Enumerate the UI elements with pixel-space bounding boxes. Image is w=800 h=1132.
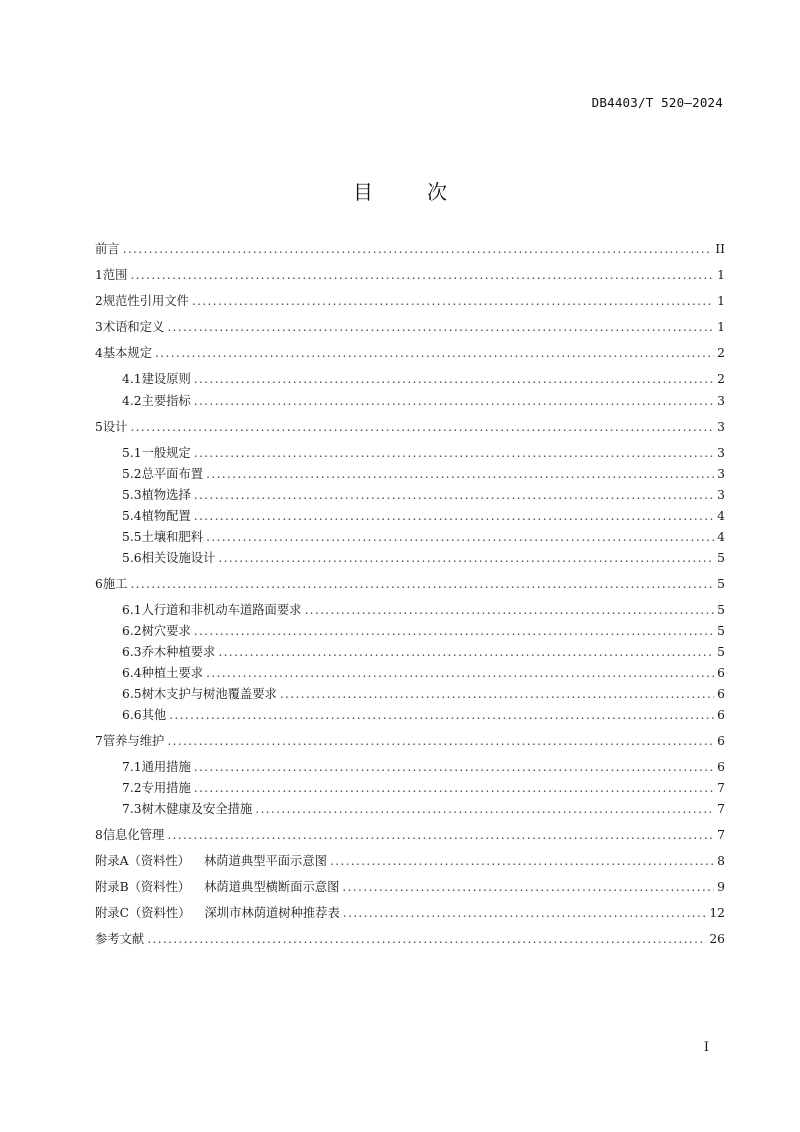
toc-entry[interactable] (95, 575, 725, 593)
toc-entry[interactable] (95, 418, 725, 436)
toc-entry[interactable] (122, 528, 725, 546)
toc-entry[interactable] (122, 622, 725, 640)
toc-entry-page: 7 (717, 781, 725, 795)
toc-entry[interactable] (122, 507, 725, 525)
dot-leader (194, 486, 714, 504)
toc-entry[interactable] (95, 292, 725, 310)
toc-entry[interactable] (95, 852, 725, 870)
toc-entry-page: 12 (709, 906, 725, 920)
toc-entry[interactable] (95, 826, 725, 844)
toc-entry-number: 5.1 (122, 446, 142, 460)
toc-entry[interactable] (122, 444, 725, 462)
dot-leader (194, 507, 714, 525)
toc-entry-label: 林荫道典型横断面示意图 (204, 880, 340, 894)
toc-entry[interactable] (95, 904, 725, 922)
toc-entry-label: 信息化管理 (102, 828, 165, 842)
dot-leader (304, 601, 714, 619)
toc-entry-page: 6 (717, 708, 725, 722)
toc-entry-page: 3 (717, 446, 725, 460)
toc-entry[interactable] (95, 266, 725, 284)
dot-leader (147, 930, 706, 948)
toc-entry-page: 5 (717, 603, 725, 617)
dot-leader (194, 758, 714, 776)
toc-entry-label: 总平面布置 (141, 467, 204, 481)
dot-leader (218, 643, 714, 661)
dot-leader (206, 465, 714, 483)
toc-entry-page: 1 (717, 268, 725, 282)
dot-leader (194, 392, 714, 410)
toc-entry-number: 7.3 (122, 802, 142, 816)
dot-leader (167, 732, 714, 750)
dot-leader (194, 444, 714, 462)
toc-entry-number: 5.2 (122, 467, 142, 481)
toc-entry-number: 3 (95, 320, 103, 334)
toc-entry-page: 26 (709, 932, 725, 946)
toc-entry-page: 2 (717, 346, 725, 360)
toc-entry-page: 2 (717, 372, 725, 386)
toc-entry-label: 参考文献 (95, 932, 145, 946)
toc-entry-page: 8 (717, 854, 725, 868)
toc-entry-number: 附录B（资料性） (95, 880, 191, 894)
toc-entry-number: 1 (95, 268, 103, 282)
toc-entry-label: 树木健康及安全措施 (141, 802, 253, 816)
toc-entry-page: 9 (717, 880, 725, 894)
dot-leader (194, 779, 714, 797)
toc-entry[interactable] (95, 930, 725, 948)
toc-entry-label: 相关设施设计 (141, 551, 216, 565)
dot-leader (155, 344, 714, 362)
dot-leader (206, 664, 714, 682)
dot-leader (206, 528, 714, 546)
toc-entry-label: 植物配置 (141, 509, 191, 523)
toc-entry-page: 5 (717, 645, 725, 659)
toc-entry-label: 土壤和肥料 (141, 530, 204, 544)
toc-entry-label: 一般规定 (141, 446, 191, 460)
toc-entry-number: 4.1 (122, 372, 142, 386)
toc-entry-label: 林荫道典型平面示意图 (203, 854, 327, 868)
toc-entry-number: 5.5 (122, 530, 142, 544)
page-title (0, 176, 800, 205)
toc-entry[interactable] (122, 800, 725, 818)
toc-entry-page: 3 (717, 394, 725, 408)
toc-entry-label: 专用措施 (141, 781, 191, 795)
toc-entry[interactable] (122, 706, 725, 724)
dot-leader (167, 826, 714, 844)
toc-entry[interactable] (122, 370, 725, 388)
toc-entry-label: 建设原则 (141, 372, 191, 386)
toc-entry[interactable] (95, 344, 725, 362)
toc-entry-number: 4 (95, 346, 103, 360)
toc-entry-number: 7 (95, 734, 103, 748)
dot-leader (342, 878, 714, 896)
toc-entry-number: 7.2 (122, 781, 142, 795)
toc-entry[interactable] (95, 878, 725, 896)
page-number: I (703, 1040, 709, 1055)
standard-code: DB4403/T 520—2024 (591, 95, 723, 110)
toc-entry-number: 7.1 (122, 760, 142, 774)
toc-entry-label: 其他 (141, 708, 167, 722)
toc-entry-page: 6 (717, 666, 725, 680)
toc-entry-page: 3 (717, 467, 725, 481)
toc-entry[interactable] (122, 549, 725, 567)
toc-entry[interactable] (122, 392, 725, 410)
toc-entry-label: 树穴要求 (141, 624, 191, 638)
toc-entry-page: 7 (717, 828, 725, 842)
toc-entry[interactable] (122, 601, 725, 619)
toc-entry[interactable] (95, 318, 725, 336)
toc-entry[interactable] (122, 685, 725, 703)
toc-entry-number: 附录C（资料性） (95, 906, 191, 920)
toc-entry[interactable] (95, 732, 725, 750)
toc-entry-page: II (715, 242, 725, 256)
toc-entry-label: 规范性引用文件 (102, 294, 189, 308)
toc-entry-number: 6.1 (122, 603, 142, 617)
toc-entry-label: 施工 (102, 577, 128, 591)
toc-entry-number: 6 (95, 577, 103, 591)
toc-entry-page: 7 (717, 802, 725, 816)
toc-entry-label: 通用措施 (141, 760, 191, 774)
toc-entry-number: 4.2 (122, 394, 142, 408)
toc-entry-page: 4 (717, 509, 725, 523)
toc-entry-number: 5.4 (122, 509, 142, 523)
toc-entry-label: 植物选择 (141, 488, 191, 502)
toc-entry-page: 6 (717, 687, 725, 701)
toc-entry-number: 附录A（资料性） (95, 854, 190, 868)
title-char-2: 次 (427, 180, 447, 204)
toc-entry[interactable] (122, 758, 725, 776)
dot-leader (255, 800, 714, 818)
title-char-1: 目 (353, 180, 373, 204)
toc-entry-label: 基本规定 (102, 346, 153, 360)
toc-entry-label: 前言 (95, 242, 120, 256)
toc-entry[interactable] (95, 240, 725, 258)
toc-entry-number: 5.3 (122, 488, 142, 502)
toc-entry[interactable] (122, 664, 725, 682)
toc-entry-label: 范围 (102, 268, 128, 282)
dot-leader (218, 549, 714, 567)
toc-entry-number: 5.6 (122, 551, 142, 565)
toc-entry-page: 5 (717, 577, 725, 591)
dot-leader (280, 685, 714, 703)
toc-entry-label: 管养与维护 (102, 734, 165, 748)
toc-entry-label: 深圳市林荫道树种推荐表 (204, 906, 340, 920)
toc-entry-page: 3 (717, 420, 725, 434)
toc-entry-label: 乔木种植要求 (141, 645, 216, 659)
toc-entry[interactable] (122, 465, 725, 483)
toc-entry-page: 5 (717, 624, 725, 638)
toc-entry-label: 设计 (102, 420, 128, 434)
dot-leader (130, 418, 714, 436)
toc-entry-page: 3 (717, 488, 725, 502)
dot-leader (330, 852, 714, 870)
dot-leader (343, 904, 707, 922)
toc-entry-number: 2 (95, 294, 103, 308)
toc-entry-number: 6.4 (122, 666, 142, 680)
dot-leader (130, 266, 714, 284)
dot-leader (194, 622, 714, 640)
toc-entry-page: 1 (717, 294, 725, 308)
toc-entry-page: 4 (717, 530, 725, 544)
toc-entry-label: 树木支护与树池覆盖要求 (141, 687, 277, 701)
toc-entry-number: 6.6 (122, 708, 142, 722)
dot-leader (167, 318, 714, 336)
toc-entry[interactable] (122, 486, 725, 504)
toc-entry-number: 5 (95, 420, 103, 434)
toc-entry[interactable] (122, 643, 725, 661)
toc-entry-label: 种植土要求 (141, 666, 204, 680)
toc-entry-page: 1 (717, 320, 725, 334)
dot-leader (194, 370, 714, 388)
toc-entry-page: 6 (717, 734, 725, 748)
toc-entry-number: 6.5 (122, 687, 142, 701)
toc-entry-label: 人行道和非机动车道路面要求 (141, 603, 302, 617)
toc-entry-page: 6 (717, 760, 725, 774)
toc-entry-number: 6.3 (122, 645, 142, 659)
dot-leader (169, 706, 714, 724)
dot-leader (130, 575, 714, 593)
toc-entry-number: 6.2 (122, 624, 142, 638)
toc-entry[interactable] (122, 779, 725, 797)
dot-leader (192, 292, 714, 310)
toc-entry-page: 5 (717, 551, 725, 565)
toc-entry-label: 主要指标 (141, 394, 191, 408)
dot-leader (123, 240, 713, 258)
toc-entry-label: 术语和定义 (102, 320, 165, 334)
toc-entry-number: 8 (95, 828, 103, 842)
